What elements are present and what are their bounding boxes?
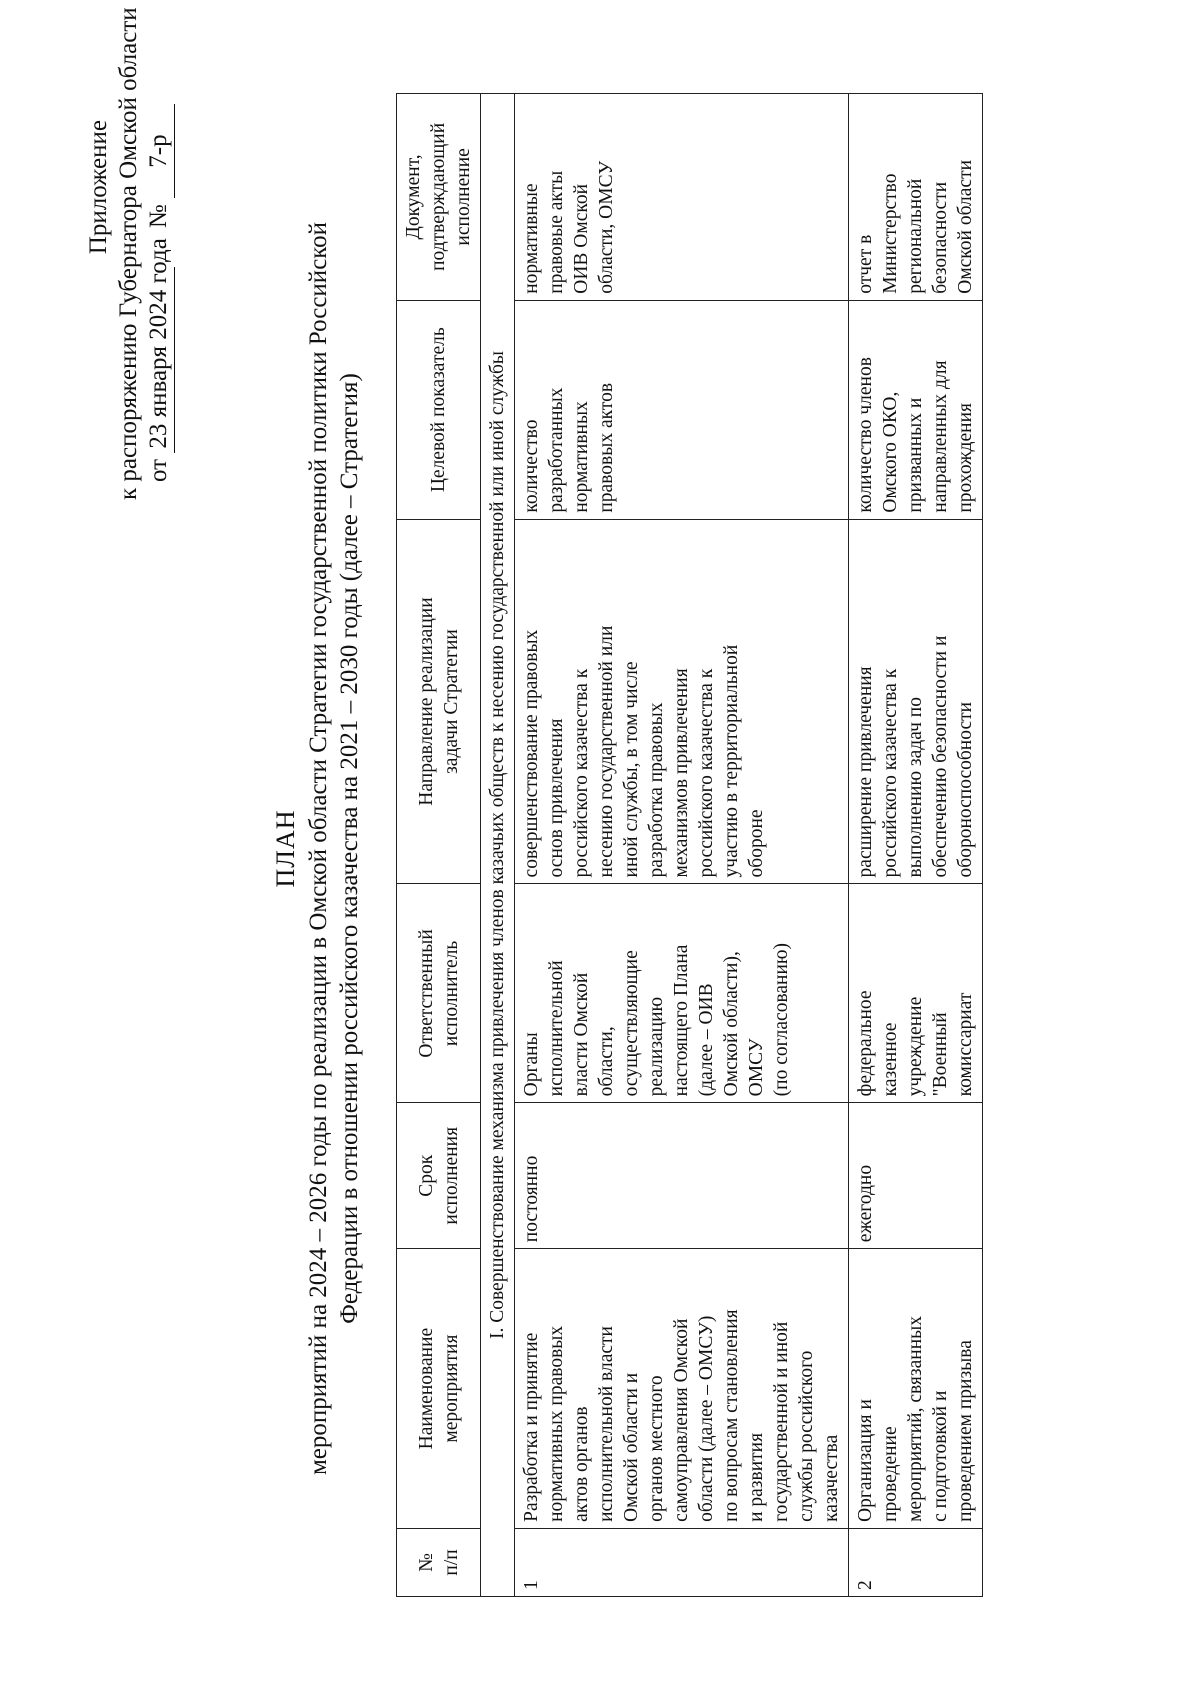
plan-heading: ПЛАН	[271, 809, 300, 888]
header-num: № п/п	[397, 1528, 481, 1596]
row-executor: федеральное казенное учреждение "Военный комиссариат	[849, 884, 983, 1103]
appendix-label: Приложение	[85, 120, 112, 255]
plan-title	[270, 40, 365, 1657]
appendix-date-number-line	[144, 120, 175, 500]
header-executor: Ответственный исполнитель	[397, 884, 481, 1103]
row-direction: расширение привлечения российского казачества к выполнению задач по обеспечению безопасности и обороноспособности	[849, 519, 983, 884]
header-indicator: Целевой показатель	[397, 300, 481, 519]
plan-subtitle-line-2: Федерации в отношении российского казачества на 2021 – 2030 годы (далее – Стратегия)	[336, 373, 363, 1324]
row-name: Разработка и принятие нормативных правовых актов органов исполнительной власти Омской области и органов местного самоуправления Омской области (далее – ОМСУ) по вопросам становления и развития государственной и иной службы российского казачества	[515, 1249, 849, 1529]
row-num: 1	[515, 1528, 849, 1596]
row-executor: Органы исполнительной власти Омской области, осуществляющие реализацию настоящего Плана (далее – ОИВ Омской области), ОМСУ (по согласованию)	[515, 884, 849, 1103]
row-deadline: ежегодно	[849, 1103, 983, 1249]
table-header-row	[397, 94, 481, 1597]
date-prefix: от	[145, 458, 172, 482]
table-row	[515, 94, 849, 1597]
row-name: Организация и проведение мероприятий, связанных с подготовкой и проведением призыва	[849, 1249, 983, 1529]
appendix-header	[84, 7, 175, 500]
row-document: отчет в Министерство региональной безопасности Омской области	[849, 94, 983, 301]
section-row	[481, 94, 515, 1597]
row-document: нормативные правовые акты ОИВ Омской области, ОМСУ	[515, 94, 849, 301]
number-prefix: №	[145, 204, 172, 229]
plan-table	[396, 93, 983, 1597]
header-direction: Направление реализации задачи Стратегии	[397, 519, 481, 884]
table-row	[849, 94, 983, 1597]
row-num: 2	[849, 1528, 983, 1596]
plan-subtitle-line-1: мероприятий на 2024 – 2026 годы по реализации в Омской области Стратегии государственной политики Российской	[305, 221, 332, 1476]
row-deadline: постоянно	[515, 1103, 849, 1249]
row-indicator: количество разработанных нормативных правовых актов	[515, 300, 849, 519]
header-name: Наименование мероприятия	[397, 1249, 481, 1529]
section-title: I. Совершенствование механизма привлечения членов казачьих обществ к несению государственной или иной службы	[481, 94, 515, 1597]
row-indicator: количество членов Омского ОКО, призванных и направленных для прохождения	[849, 300, 983, 519]
header-deadline: Срок исполнения	[397, 1103, 481, 1249]
decree-date: 23 января 2024 года	[144, 267, 175, 453]
header-document: Документ, подтверждающий исполнение	[397, 94, 481, 301]
appendix-decree-ref: к распоряжению Губернатора Омской области	[115, 7, 142, 500]
row-direction: совершенствование правовых основ привлечения российского казачества к несению государственной или иной службы, в том числе разработка правовых механизмов привлечения российского казачества к участию в территориальной обороне	[515, 519, 849, 884]
decree-number: 7-р	[144, 104, 175, 198]
